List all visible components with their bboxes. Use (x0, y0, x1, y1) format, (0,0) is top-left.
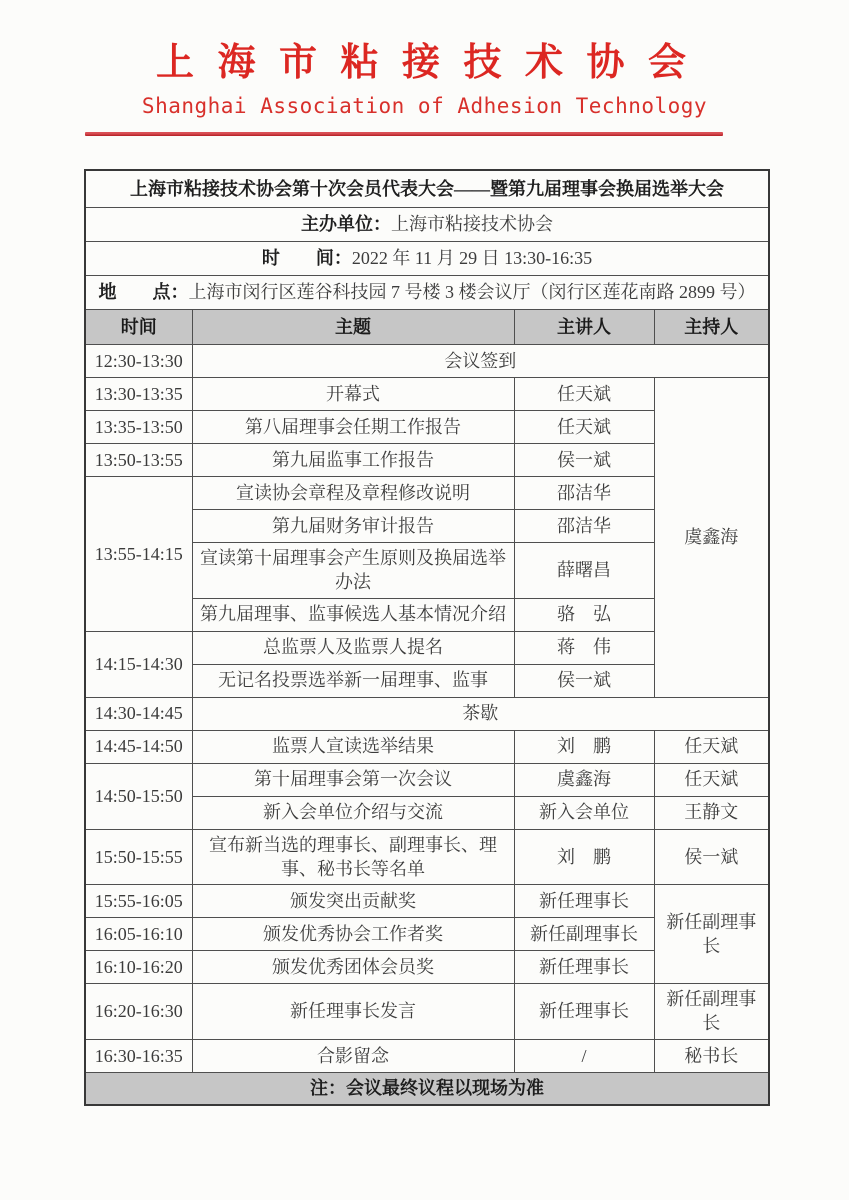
agenda-time-cell: 13:30-13:35 (85, 378, 192, 411)
col-header-topic: 主题 (192, 310, 514, 345)
agenda-speaker-cell: 虞鑫海 (514, 763, 654, 796)
agenda-speaker-cell: 任天斌 (514, 378, 654, 411)
agenda-topic-cell: 第十届理事会第一次会议 (192, 763, 514, 796)
agenda-time-cell: 12:30-13:30 (85, 345, 192, 378)
agenda-speaker-cell: 侯一斌 (514, 664, 654, 697)
venue-row (85, 276, 769, 310)
agenda-chair-cell: 任天斌 (654, 763, 769, 796)
agenda-speaker-cell: 新入会单位 (514, 796, 654, 829)
agenda-row (85, 345, 769, 378)
time-value: 2022 年 11 月 29 日 13:30-16:35 (351, 248, 593, 269)
host-row (85, 208, 769, 242)
agenda-time-cell: 14:15-14:30 (85, 631, 192, 697)
agenda-speaker-cell: 任天斌 (514, 411, 654, 444)
note-text: 注：会议最终议程以现场为准 (85, 1072, 769, 1105)
agenda-time-cell: 13:50-13:55 (85, 444, 192, 477)
time-label: 时 间： (261, 248, 352, 269)
org-title-chinese: 上 海 市 粘 接 技 术 协 会 (155, 42, 693, 84)
agenda-chair-cell: 王静文 (654, 796, 769, 829)
agenda-table (84, 169, 770, 1107)
agenda-row (85, 885, 769, 918)
agenda-chair-cell: 任天斌 (654, 730, 769, 763)
agenda-topic-cell: 新任理事长发言 (192, 984, 514, 1040)
agenda-topic-cell: 无记名投票选举新一届理事、监事 (192, 664, 514, 697)
agenda-speaker-cell: 邵洁华 (514, 510, 654, 543)
venue-cell (85, 276, 769, 310)
agenda-time-cell: 15:50-15:55 (85, 829, 192, 885)
agenda-speaker-cell: 刘 鹏 (514, 829, 654, 885)
agenda-time-cell: 14:50-15:50 (85, 763, 192, 829)
note-row (85, 1072, 769, 1105)
agenda-topic-cell: 新入会单位介绍与交流 (192, 796, 514, 829)
agenda-time-cell: 16:30-16:35 (85, 1039, 192, 1072)
agenda-topic-cell: 合影留念 (192, 1039, 514, 1072)
col-header-speaker: 主讲人 (514, 310, 654, 345)
agenda-chair-cell: 侯一斌 (654, 829, 769, 885)
agenda-topic-cell: 宣读第十届理事会产生原则及换届选举办法 (192, 543, 514, 599)
agenda-section (84, 169, 849, 1107)
agenda-chair-cell: 秘书长 (654, 1039, 769, 1072)
agenda-topic-cell: 监票人宣读选举结果 (192, 730, 514, 763)
agenda-row (85, 730, 769, 763)
agenda-time-cell: 16:05-16:10 (85, 918, 192, 951)
agenda-topic-cell: 第九届监事工作报告 (192, 444, 514, 477)
venue-value: 上海市闵行区莲谷科技园 7 号楼 3 楼会议厅（闵行区莲花南路 2899 号） (188, 282, 756, 303)
agenda-time-cell: 16:20-16:30 (85, 984, 192, 1040)
agenda-speaker-cell: 新任理事长 (514, 885, 654, 918)
agenda-topic-cell: 宣读协会章程及章程修改说明 (192, 477, 514, 510)
agenda-topic-cell: 第八届理事会任期工作报告 (192, 411, 514, 444)
agenda-row (85, 763, 769, 796)
agenda-topic-cell: 第九届理事、监事候选人基本情况介绍 (192, 598, 514, 631)
host-label: 主办单位： (301, 214, 391, 235)
agenda-chair-cell: 新任副理事长 (654, 984, 769, 1040)
agenda-speaker-cell: 新任副理事长 (514, 918, 654, 951)
agenda-topic-cell: 颁发突出贡献奖 (192, 885, 514, 918)
agenda-topic-cell: 颁发优秀团体会员奖 (192, 951, 514, 984)
agenda-time-cell: 14:30-14:45 (85, 697, 192, 730)
agenda-speaker-cell: 邵洁华 (514, 477, 654, 510)
org-title-english: Shanghai Association of Adhesion Technology (141, 93, 708, 118)
agenda-time-cell: 15:55-16:05 (85, 885, 192, 918)
agenda-time-cell: 14:45-14:50 (85, 730, 192, 763)
agenda-topic-cell: 开幕式 (192, 378, 514, 411)
agenda-time-cell: 16:10-16:20 (85, 951, 192, 984)
host-value: 上海市粘接技术协会 (391, 214, 553, 235)
letterhead (0, 0, 849, 118)
agenda-topic-cell: 茶歇 (192, 697, 769, 730)
agenda-chair-cell: 虞鑫海 (654, 378, 769, 698)
header-divider-rule (85, 132, 723, 136)
agenda-speaker-cell: 新任理事长 (514, 951, 654, 984)
agenda-row (85, 378, 769, 411)
agenda-speaker-cell: 侯一斌 (514, 444, 654, 477)
venue-label: 地 点： (98, 282, 189, 303)
agenda-time-cell: 13:55-14:15 (85, 477, 192, 632)
meeting-title: 上海市粘接技术协会第十次会员代表大会——暨第九届理事会换届选举大会 (85, 170, 769, 208)
agenda-topic-cell: 会议签到 (192, 345, 769, 378)
agenda-speaker-cell: 蒋 伟 (514, 631, 654, 664)
col-header-chair: 主持人 (654, 310, 769, 345)
agenda-row (85, 984, 769, 1040)
agenda-row (85, 829, 769, 885)
time-row (85, 242, 769, 276)
agenda-topic-cell: 总监票人及监票人提名 (192, 631, 514, 664)
agenda-topic-cell: 第九届财务审计报告 (192, 510, 514, 543)
agenda-speaker-cell: / (514, 1039, 654, 1072)
agenda-speaker-cell: 新任理事长 (514, 984, 654, 1040)
agenda-topic-cell: 颁发优秀协会工作者奖 (192, 918, 514, 951)
agenda-chair-cell: 新任副理事长 (654, 885, 769, 984)
agenda-speaker-cell: 刘 鹏 (514, 730, 654, 763)
agenda-time-cell: 13:35-13:50 (85, 411, 192, 444)
agenda-row (85, 1039, 769, 1072)
column-header-row (85, 310, 769, 345)
host-cell (85, 208, 769, 242)
agenda-topic-cell: 宣布新当选的理事长、副理事长、理事、秘书长等名单 (192, 829, 514, 885)
agenda-speaker-cell: 骆 弘 (514, 598, 654, 631)
agenda-row (85, 697, 769, 730)
agenda-speaker-cell: 薛曙昌 (514, 543, 654, 599)
time-cell (85, 242, 769, 276)
meeting-title-row (85, 170, 769, 208)
col-header-time: 时间 (85, 310, 192, 345)
